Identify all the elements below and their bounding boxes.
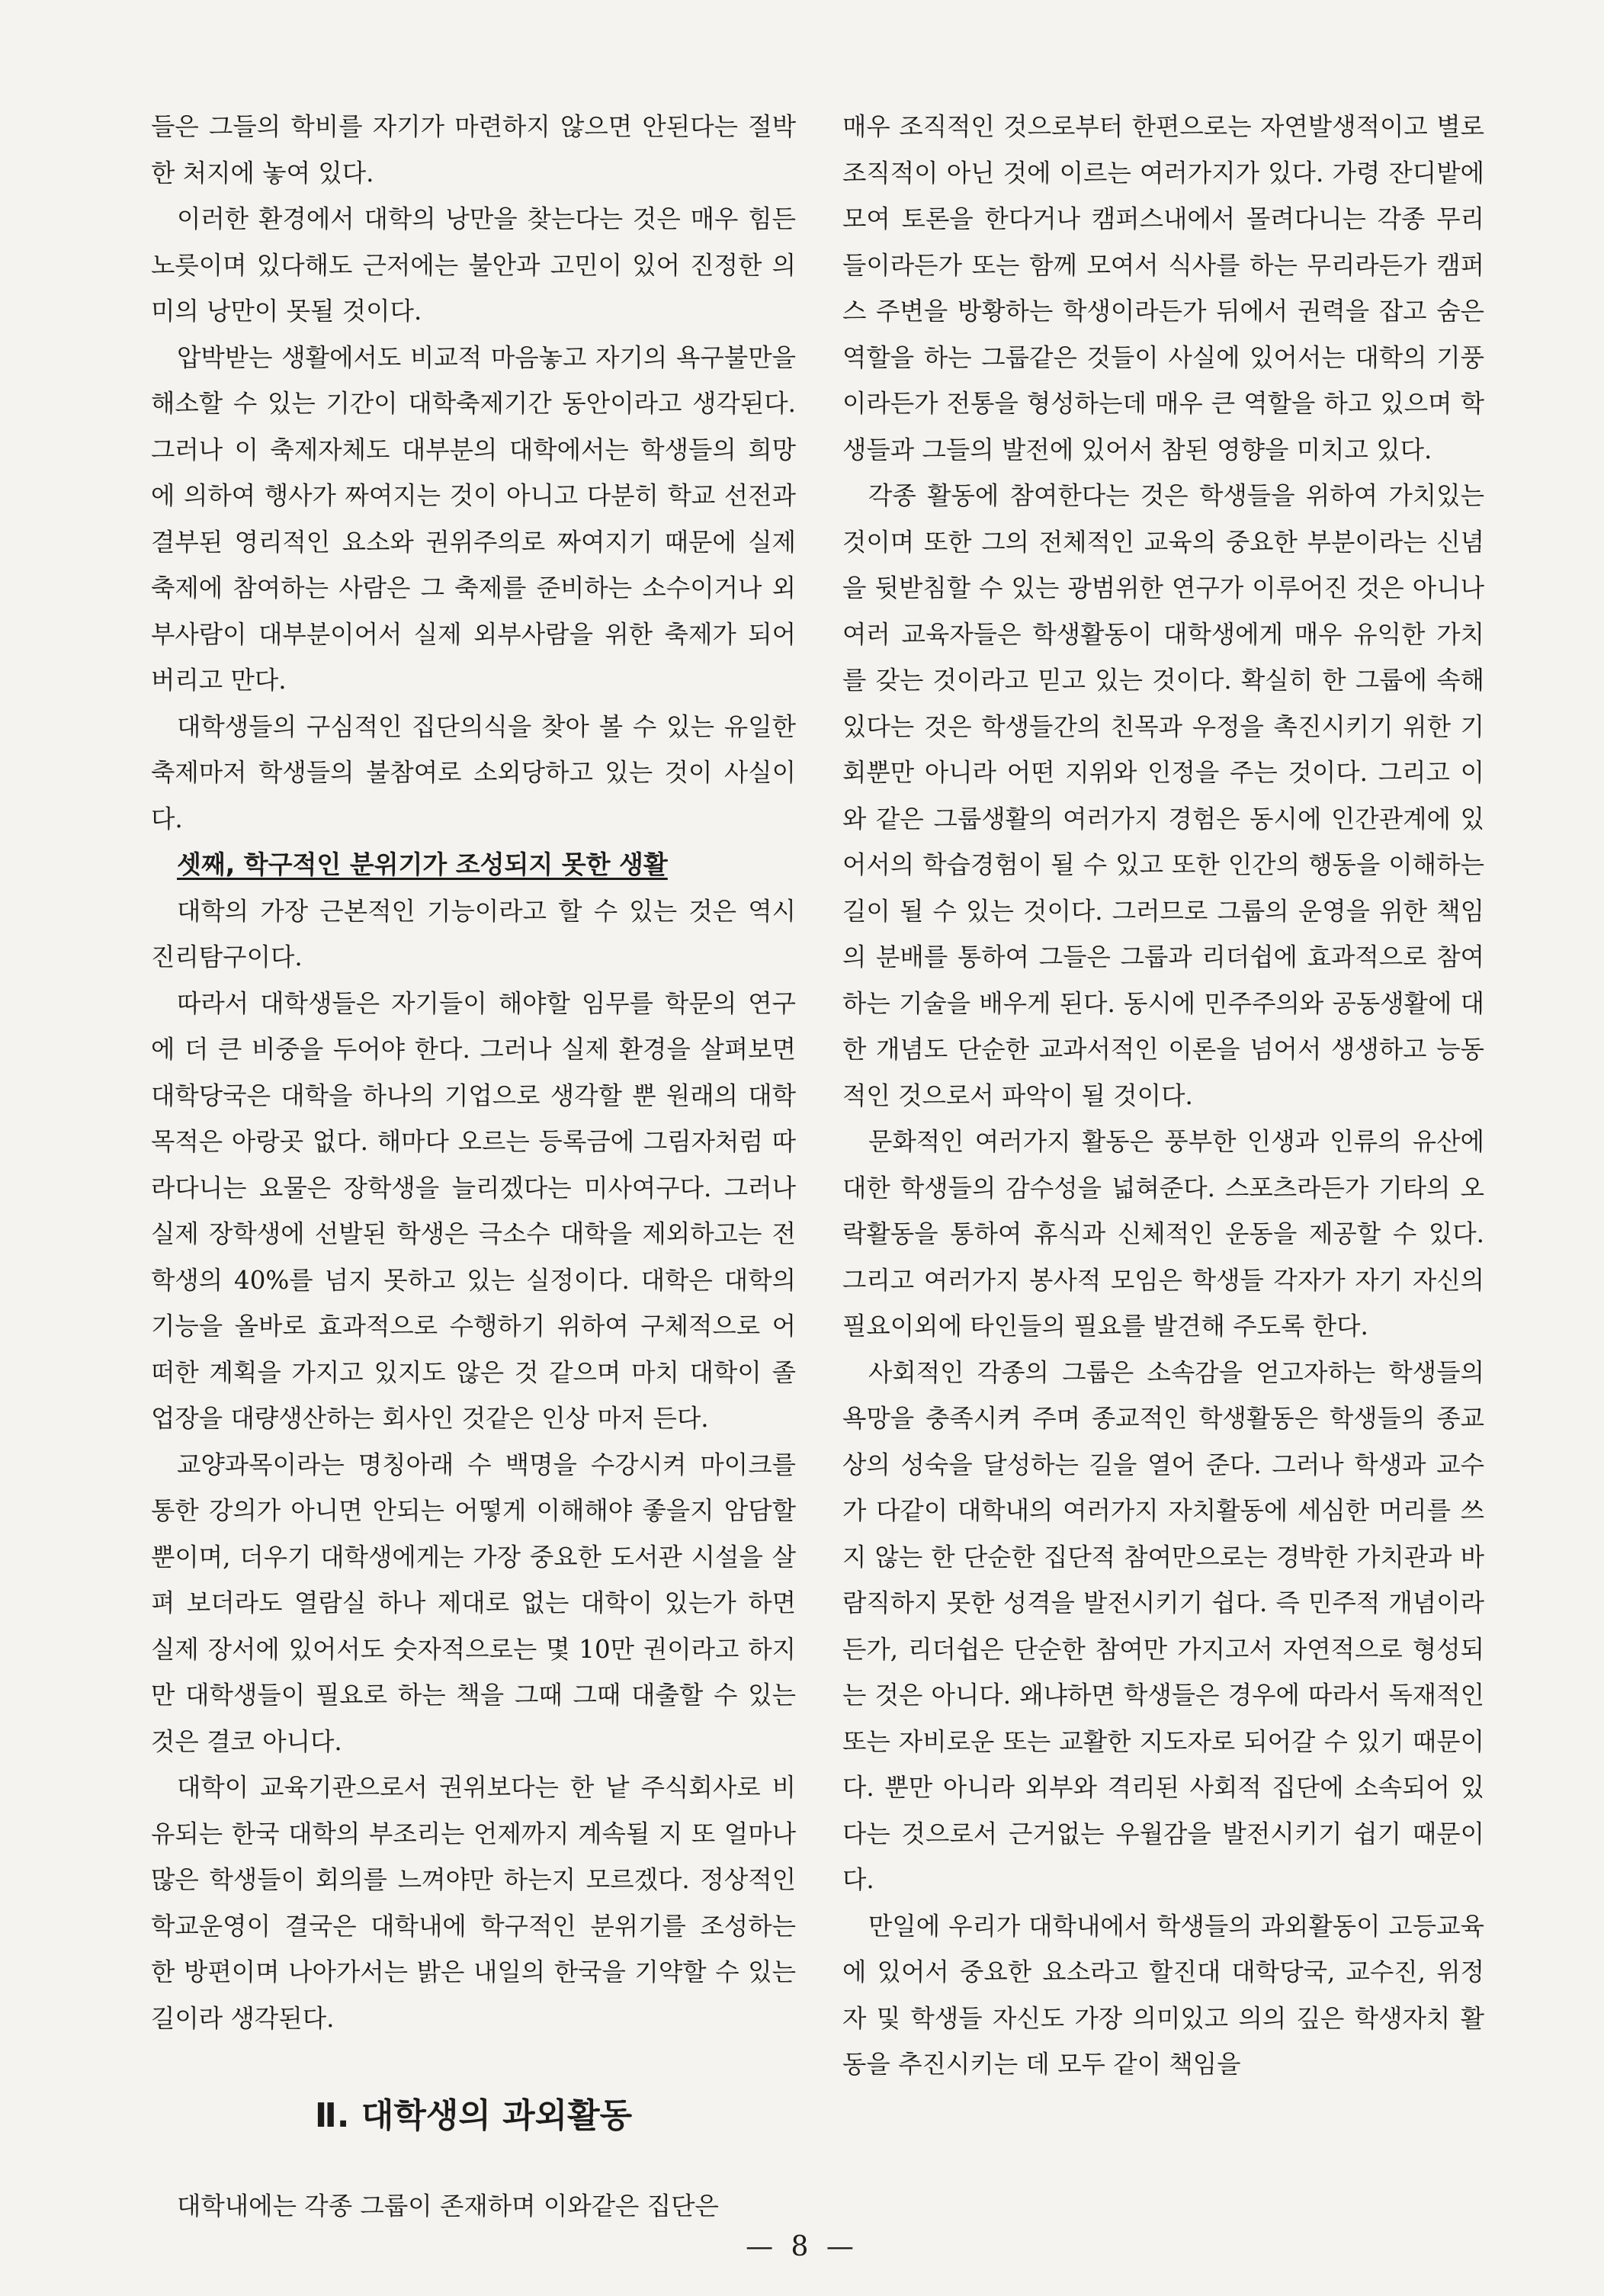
page-number: — 8 — [746,2231,858,2262]
paragraph: 대학이 교육기관으로서 권위보다는 한 낱 주식회사로 비유되는 한국 대학의 부조리는 언제까지 계속될 지 또 얼마나 많은 학생들이 회의를 느껴야만 하는지 모르겠다. 정상적인 학교운영이 결국은 대학내에 학구적인 분위기를 조성하는 한 방편이며 나아가서는 밝은 내일의 한국을 기약할 수 있는 길이라 생각된다. [151,1773,796,2033]
paragraph: 대학생들의 구심적인 집단의식을 찾아 볼 수 있는 유일한 축제마저 학생들의 불참여로 소외당하고 있는 것이 사실이다. [151,711,796,833]
paragraph: 대학내에는 각종 그룹이 존재하며 이와같은 집단은 [177,2192,719,2221]
paragraph: 압박받는 생활에서도 비교적 마음놓고 자기의 욕구불만을 해소할 수 있는 기간이 대학축제기간 동안이라고 생각된다. 그러나 이 축제자체도 대부분의 대학에서는 학생들의 희망에 의하여 행사가 짜여지는 것이 아니고 다분히 학교 선전과 결부된 영리적인 요소와 권위주의로 짜여지기 때문에 실제 축제에 참여하는 사람은 그 축제를 준비하는 소수이거나 외부사람이 대부분이어서 실제 외부사람을 위한 축제가 되어버리고 만다. [151,342,796,695]
section-title: Ⅱ. 대학생의 과외활동 [314,2096,633,2135]
paragraph: 문화적인 여러가지 활동은 풍부한 인생과 인류의 유산에 대한 학생들의 감수성을 넓혀준다. 스포츠라든가 기타의 오락활동을 통하여 휴식과 신체적인 운동을 제공할 수 있다. 그리고 여러가지 봉사적 모임은 학생들 각자가 자기 자신의 필요이외에 타인들의 필요를 발견해 주도록 한다. [842,1127,1484,1341]
paragraph: 각종 활동에 참여한다는 것은 학생들을 위하여 가치있는 것이며 또한 그의 전체적인 교육의 중요한 부분이라는 신념을 뒷받침할 수 있는 광범위한 연구가 이루어진 것은 아니나 여러 교육자들은 학생활동이 대학생에게 매우 유익한 가치를 갖는 것이라고 믿고 있는 것이다. 확실히 한 그룹에 속해 있다는 것은 학생들간의 친목과 우정을 촉진시키기 위한 기회뿐만 아니라 어떤 지위와 인정을 주는 것이다. 그리고 이와 같은 그룹생활의 여러가지 경험은 동시에 인간관계에 있어서의 학습경험이 될 수 있고 또한 인간의 행동을 이해하는 길이 될 수 있는 것이다. 그러므로 그룹의 운영을 위한 책임의 분배를 통하여 그들은 그룹과 리더쉽에 효과적으로 참여하는 기술을 배우게 된다. 동시에 민주주의와 공동생활에 대한 개념도 단순한 교과서적인 이론을 넘어서 생생하고 능동적인 것으로서 파악이 될 것이다. [842,481,1484,1110]
paragraph: 따라서 대학생들은 자기들이 해야할 임무를 학문의 연구에 더 큰 비중을 두어야 한다. 그러나 실제 환경을 살펴보면 대학당국은 대학을 하나의 기업으로 생각할 뿐 원래의 대학목적은 아랑곳 없다. 해마다 오르는 등록금에 그림자처럼 따라다니는 요물은 장학생을 늘리겠다는 미사여구다. 그러나 실제 장학생에 선발된 학생은 극소수 대학을 제외하고는 전학생의 40%를 넘지 못하고 있는 실정이다. 대학은 대학의 기능을 올바로 효과적으로 수행하기 위하여 구체적으로 어떠한 계획을 가지고 있지도 않은 것 같으며 마치 대학이 졸업장을 대량생산하는 회사인 것같은 인상 마저 든다. [151,988,796,1433]
right-column [842,104,1484,2088]
left-column [151,104,796,2230]
paragraph: 대학의 가장 근본적인 기능이라고 할 수 있는 것은 역시 진리탐구이다. [151,896,796,971]
paragraph: 만일에 우리가 대학내에서 학생들의 과외활동이 고등교육에 있어서 중요한 요소라고 할진대 대학당국, 교수진, 위정자 및 학생들 자신도 가장 의미있고 의의 깊은 학생자치 활동을 추진시키는 데 모두 같이 책임을 [842,1911,1484,2079]
paragraph: 사회적인 각종의 그룹은 소속감을 얻고자하는 학생들의 욕망을 충족시켜 주며 종교적인 학생활동은 학생들의 종교상의 성숙을 달성하는 길을 열어 준다. 그러나 학생과 교수가 다같이 대학내의 여러가지 자치활동에 세심한 머리를 쓰지 않는 한 단순한 집단적 참여만으로는 경박한 가치관과 바람직하지 못한 성격을 발전시키기 쉽다. 즉 민주적 개념이라든가, 리더쉽은 단순한 참여만 가지고서 자연적으로 형성되는 것은 아니다. 왜냐하면 학생들은 경우에 따라서 독재적인 또는 자비로운 또는 교활한 지도자로 되어갈 수 있기 때문이다. 뿐만 아니라 외부와 격리된 사회적 집단에 소속되어 있다는 것으로서 근거없는 우월감을 발전시키기 쉽기 때문이다. [842,1357,1484,1894]
paragraph: 매우 조직적인 것으로부터 한편으로는 자연발생적이고 별로 조직적이 아닌 것에 이르는 여러가지가 있다. 가령 잔디밭에 모여 토론을 한다거나 캠퍼스내에서 몰려다니는 각종 무리들이라든가 또는 함께 모여서 식사를 하는 무리라든가 캠퍼스 주변을 방황하는 학생이라든가 뒤에서 권력을 잡고 숨은 역할을 하는 그룹같은 것들이 사실에 있어서는 대학의 기풍이라든가 전통을 형성하는데 매우 큰 역할을 하고 있으며 학생들과 그들의 발전에 있어서 참된 영향을 미치고 있다. [842,112,1484,464]
subsection-heading: 셋째, 학구적인 분위기가 조성되지 못한 생활 [177,849,668,879]
paragraph: 들은 그들의 학비를 자기가 마련하지 않으면 안된다는 절박한 처지에 놓여 있다. [151,112,796,188]
paragraph: 이러한 환경에서 대학의 낭만을 찾는다는 것은 매우 힘든 노릇이며 있다해도 근저에는 불안과 고민이 있어 진정한 의미의 낭만이 못될 것이다. [151,204,796,326]
paragraph: 교양과목이라는 명칭아래 수 백명을 수강시켜 마이크를 통한 강의가 아니면 안되는 어떻게 이해해야 좋을지 암담할 뿐이며, 더우기 대학생에게는 가장 중요한 도서관 시설을 살펴 보더라도 열람실 하나 제대로 없는 대학이 있는가 하면 실제 장서에 있어서도 숫자적으로는 몇 10만 권이라고 하지만 대학생들이 필요로 하는 책을 그때 그때 대출할 수 있는 것은 결코 아니다. [151,1450,796,1756]
